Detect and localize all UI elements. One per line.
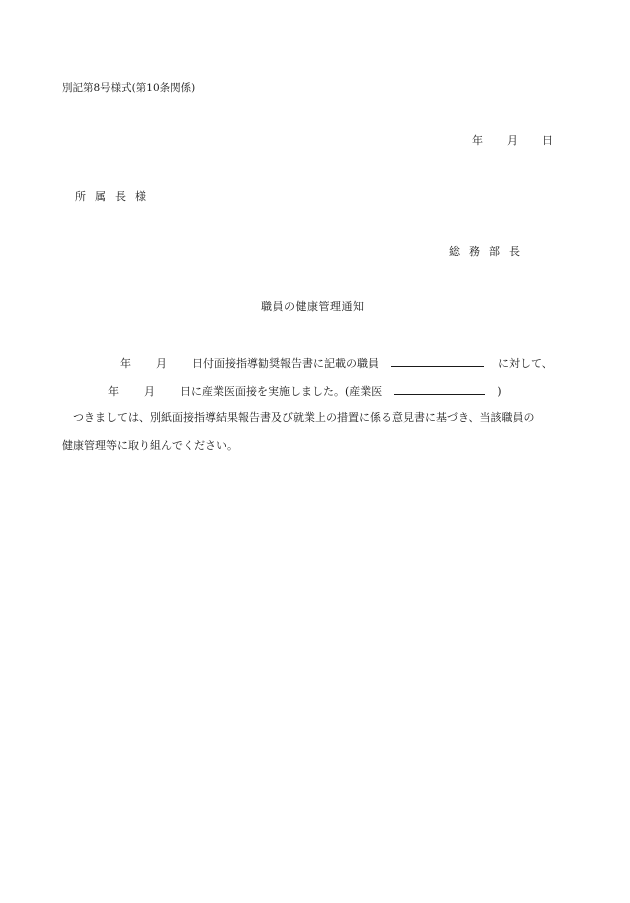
form-number: 別記第8号様式(第10条関係) <box>62 82 196 94</box>
line1-year: 年 <box>120 357 131 370</box>
line1-text: 日付面接指導勧奨報告書に記載の職員 <box>192 357 379 370</box>
body-line-4: 健康管理等に取り組んでください。 <box>62 439 238 452</box>
employee-blank <box>391 355 484 367</box>
line1-month: 月 <box>156 357 167 370</box>
line2-year: 年 <box>108 385 119 398</box>
date-line <box>472 134 553 148</box>
date-month: 月 <box>507 134 518 147</box>
body-line-3: つきましては、別紙面接指導結果報告書及び就業上の措置に係る意見書に基づき、当該職員の <box>73 411 535 424</box>
document-title: 職員の健康管理通知 <box>261 300 365 313</box>
recipient: 所属長様 <box>75 190 155 203</box>
doctor-blank <box>394 383 485 395</box>
line1-end: に対して、 <box>498 357 553 370</box>
sender: 総務部長 <box>449 245 529 258</box>
line2-month: 月 <box>144 385 155 398</box>
line2-text: 日に産業医面接を実施しました。(産業医 <box>180 385 383 398</box>
body-line-2 <box>108 383 502 399</box>
date-day: 日 <box>542 134 553 147</box>
date-year: 年 <box>472 134 483 147</box>
line2-end: ) <box>497 385 502 398</box>
body-line-1 <box>120 355 553 371</box>
